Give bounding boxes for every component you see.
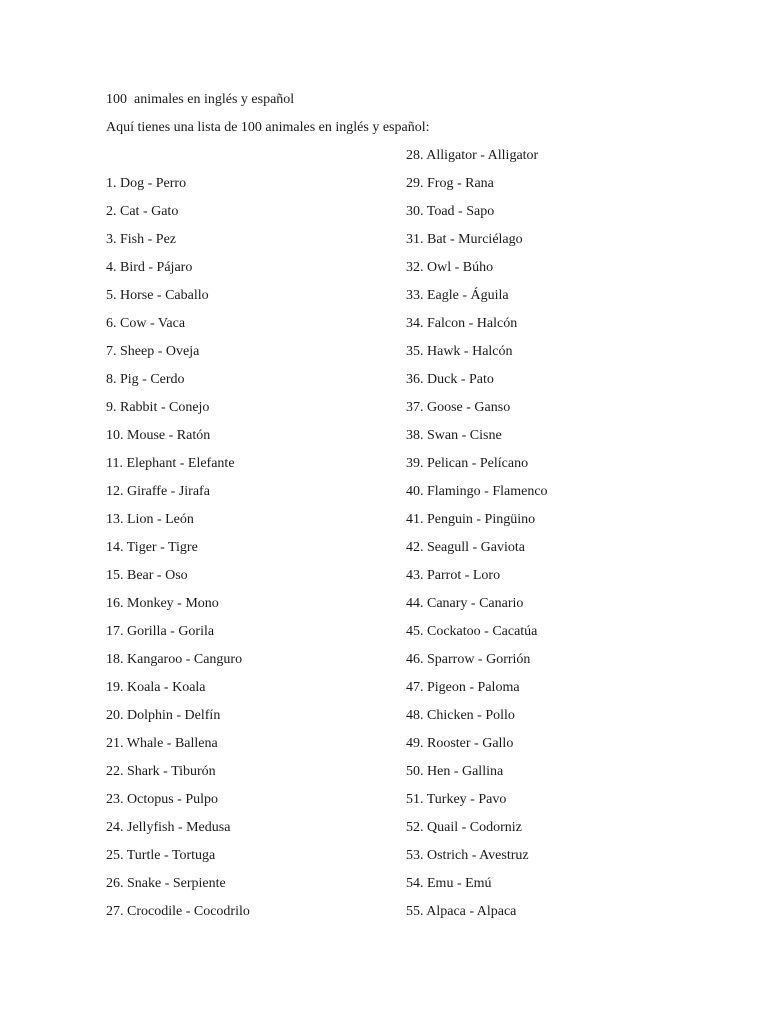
list-item: 16. Monkey - Mono xyxy=(106,596,219,611)
list-item: 50. Hen - Gallina xyxy=(406,764,504,779)
list-item: 12. Giraffe - Jirafa xyxy=(106,484,210,499)
list-item: 30. Toad - Sapo xyxy=(406,204,495,219)
list-item: 2. Cat - Gato xyxy=(106,204,179,219)
list-item: 34. Falcon - Halcón xyxy=(406,316,518,331)
list-item: 26. Snake - Serpiente xyxy=(106,876,226,891)
list-item: 23. Octopus - Pulpo xyxy=(106,792,218,807)
list-item: 36. Duck - Pato xyxy=(406,372,494,387)
list-item: 32. Owl - Búho xyxy=(406,260,494,275)
list-item: 47. Pigeon - Paloma xyxy=(406,680,520,695)
list-item: 48. Chicken - Pollo xyxy=(406,708,515,723)
list-item: 42. Seagull - Gaviota xyxy=(406,540,525,555)
list-item: 9. Rabbit - Conejo xyxy=(106,400,210,415)
list-item: 1. Dog - Perro xyxy=(106,176,187,191)
list-item: 52. Quail - Codorniz xyxy=(406,820,522,835)
list-item: 13. Lion - León xyxy=(106,512,194,527)
list-item: 10. Mouse - Ratón xyxy=(106,428,211,443)
list-item: 29. Frog - Rana xyxy=(406,176,494,191)
list-item: 46. Sparrow - Gorrión xyxy=(406,652,531,667)
list-item: 5. Horse - Caballo xyxy=(106,288,209,303)
list-item: 54. Emu - Emú xyxy=(406,876,492,891)
list-item: 37. Goose - Ganso xyxy=(406,400,511,415)
list-item: 25. Turtle - Tortuga xyxy=(106,848,216,863)
list-item: 4. Bird - Pájaro xyxy=(106,260,193,275)
animal-list-left xyxy=(106,175,250,931)
list-item: 15. Bear - Oso xyxy=(106,568,188,583)
list-item: 3. Fish - Pez xyxy=(106,232,176,247)
list-item: 44. Canary - Canario xyxy=(406,596,524,611)
animal-list-right xyxy=(406,147,548,931)
list-item: 7. Sheep - Oveja xyxy=(106,344,200,359)
document-intro: Aquí tienes una lista de 100 animales en inglés y español: xyxy=(106,120,430,135)
list-item: 43. Parrot - Loro xyxy=(406,568,501,583)
list-item: 45. Cockatoo - Cacatúa xyxy=(406,624,538,639)
list-item: 31. Bat - Murciélago xyxy=(406,232,523,247)
list-item: 28. Alligator - Alligator xyxy=(406,148,539,163)
list-item: 17. Gorilla - Gorila xyxy=(106,624,215,639)
list-item: 33. Eagle - Águila xyxy=(406,288,509,303)
list-item: 55. Alpaca - Alpaca xyxy=(406,904,517,919)
document-title: 100 animales en inglés y español xyxy=(106,92,295,107)
list-item: 53. Ostrich - Avestruz xyxy=(406,848,529,863)
list-item: 49. Rooster - Gallo xyxy=(406,736,514,751)
list-item: 21. Whale - Ballena xyxy=(106,736,218,751)
list-item: 40. Flamingo - Flamenco xyxy=(406,484,548,499)
list-item: 6. Cow - Vaca xyxy=(106,316,186,331)
list-item: 19. Koala - Koala xyxy=(106,680,206,695)
list-item: 14. Tiger - Tigre xyxy=(106,540,198,555)
list-item: 18. Kangaroo - Canguro xyxy=(106,652,243,667)
list-item: 41. Penguin - Pingüino xyxy=(406,512,536,527)
list-item: 51. Turkey - Pavo xyxy=(406,792,507,807)
list-item: 24. Jellyfish - Medusa xyxy=(106,820,231,835)
list-item: 8. Pig - Cerdo xyxy=(106,372,185,387)
list-item: 11. Elephant - Elefante xyxy=(106,456,235,471)
list-item: 22. Shark - Tiburón xyxy=(106,764,216,779)
list-item: 35. Hawk - Halcón xyxy=(406,344,513,359)
list-item: 27. Crocodile - Cocodrilo xyxy=(106,904,250,919)
list-item: 38. Swan - Cisne xyxy=(406,428,502,443)
list-item: 20. Dolphin - Delfín xyxy=(106,708,221,723)
list-item: 39. Pelican - Pelícano xyxy=(406,456,529,471)
